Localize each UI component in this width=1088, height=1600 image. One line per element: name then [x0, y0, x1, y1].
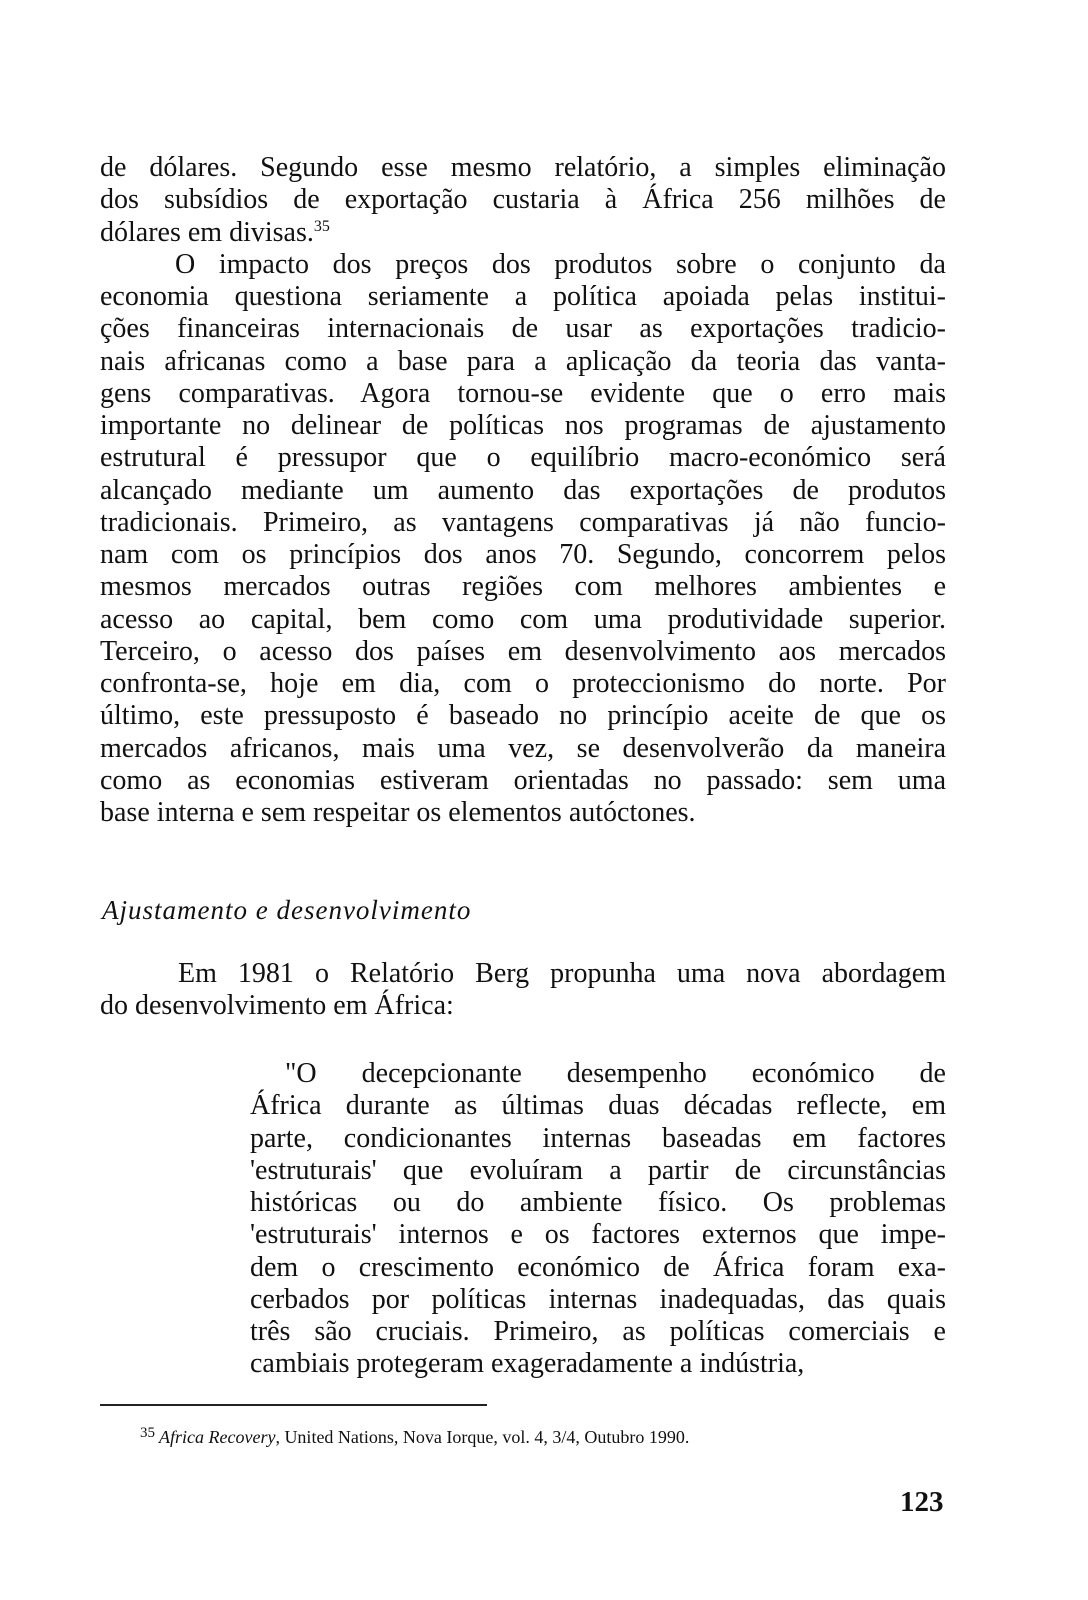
block-quote [250, 1058, 946, 1381]
footnote-reference: 35 [313, 217, 330, 235]
text-line: último, este pressuposto é baseado no princípio aceite de que os [100, 700, 946, 732]
footnote-source-title: Africa Recovery [159, 1427, 276, 1447]
text-line: de dólares. Segundo esse mesmo relatório, a simples eliminação [100, 152, 946, 183]
text-line: mesmos mercados outras regiões com melhores ambientes e [100, 571, 946, 603]
text-line: tradicionais. Primeiro, as vantagens comparativas já não funcio- [100, 506, 946, 538]
text-line: do desenvolvimento em África: [100, 990, 454, 1022]
text-line: cambiais protegeram exageradamente a indústria, [250, 1348, 805, 1380]
footnote-details: , United Nations, Nova Iorque, vol. 4, 3/4, Outubro 1990. [275, 1427, 690, 1447]
text-line: alcançado mediante um aumento das exportações de produtos [100, 474, 946, 506]
text-line: históricas ou do ambiente físico. Os problemas [250, 1187, 946, 1218]
text-line: dem o crescimento económico de África foram exa- [250, 1251, 946, 1283]
text-line: parte, condicionantes internas baseadas em factores [250, 1122, 946, 1154]
text-line: cerbados por políticas internas inadequadas, das quais [250, 1283, 946, 1315]
text-line: confronta-se, hoje em dia, com o proteccionismo do norte. Por [100, 668, 946, 699]
body-text [100, 152, 946, 829]
text-line: Em 1981 o Relatório Berg propunha uma nova abordagem [178, 958, 946, 989]
paragraph-berg-report [100, 958, 946, 1023]
text-line: estrutural é pressupor que o equilíbrio macro-económico será [100, 442, 946, 474]
footnote [140, 1425, 689, 1448]
text-line: nam com os princípios dos anos 70. Segundo, concorrem pelos [100, 539, 946, 570]
footnote-number: 35 [140, 1425, 155, 1441]
text-line: acesso ao capital, bem como com uma produtividade superior. [100, 603, 946, 635]
footnote-divider [100, 1404, 487, 1406]
section-heading: Ajustamento e desenvolvimento [102, 895, 472, 925]
text-line: importante no delinear de políticas nos programas de ajustamento [100, 410, 946, 441]
text-line: base interna e sem respeitar os elementos autóctones. [100, 797, 696, 828]
page-number: 123 [900, 1486, 944, 1518]
text-line: como as economias estiveram orientadas no passado: sem uma [100, 764, 946, 796]
text-line: 'estruturais' que evoluíram a partir de circunstâncias [250, 1154, 946, 1186]
text-line: Terceiro, o acesso dos países em desenvolvimento aos mercados [100, 635, 946, 667]
text-line: O impacto dos preços dos produtos sobre o conjunto da [175, 248, 946, 280]
text-line: 'estruturais' internos e os factores externos que impe- [250, 1219, 946, 1251]
text-line: dos subsídios de exportação custaria à África 256 milhões de [100, 184, 946, 216]
text-line: ções financeiras internacionais de usar as exportações tradicio- [100, 313, 946, 345]
text-line: "O decepcionante desempenho económico de [285, 1058, 946, 1089]
text-line: três são cruciais. Primeiro, as políticas comerciais e [250, 1316, 946, 1347]
text-span: dólares em divisas. [100, 216, 314, 248]
text-line: nais africanas como a base para a aplicação da teoria das vanta- [100, 345, 946, 377]
text-line [100, 217, 946, 249]
text-line: mercados africanos, mais uma vez, se desenvolverão da maneira [100, 732, 946, 764]
text-line: gens comparativas. Agora tornou-se evidente que o erro mais [100, 377, 946, 409]
text-line: África durante as últimas duas décadas reflecte, em [250, 1090, 946, 1122]
text-line: economia questiona seriamente a política apoiada pelas institui- [100, 281, 946, 312]
